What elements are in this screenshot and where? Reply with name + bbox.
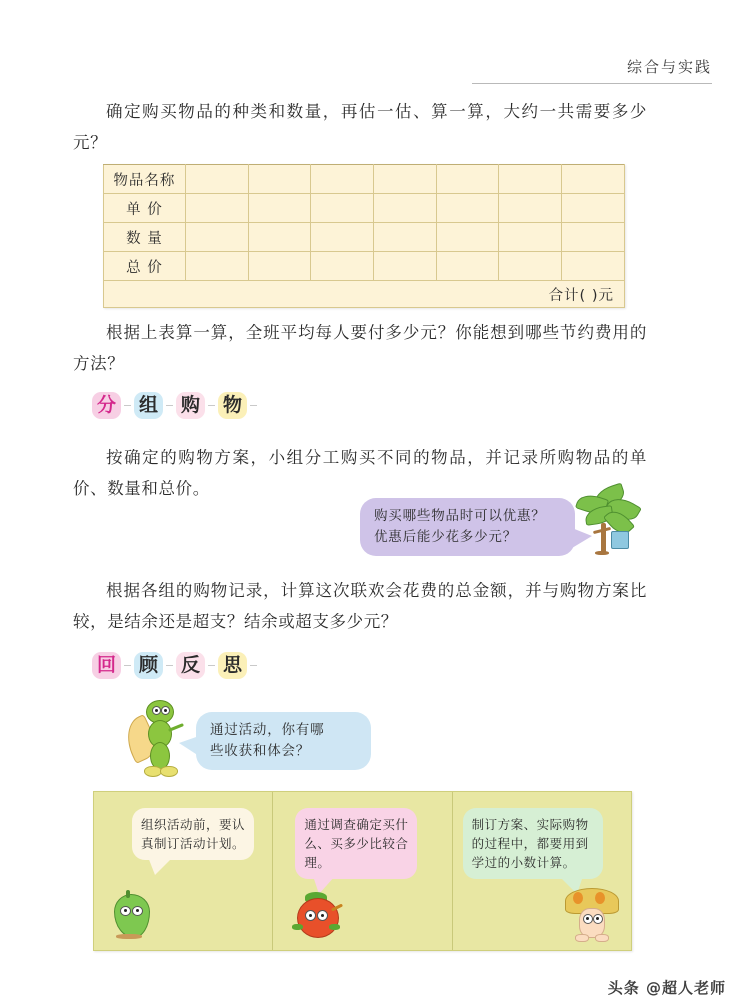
pupil [596, 917, 599, 920]
stem [126, 890, 130, 898]
table-cell[interactable] [185, 165, 248, 194]
section-dash [250, 405, 257, 407]
tomato-character [291, 890, 343, 940]
bubble-tail [148, 857, 173, 875]
table-cell[interactable] [311, 252, 374, 281]
table-row [104, 165, 625, 194]
summary-panel-plan-ahead [94, 792, 272, 950]
cap-spot [573, 892, 583, 904]
cap-spot [595, 892, 605, 904]
foot [292, 924, 303, 930]
paragraph-record-purchases: 按确定的购物方案，小组分工购买不同的物品，并记录所购物品的单价、数量和总价。 [73, 448, 647, 498]
summary-bubble: 制订方案、实际购物的过程中，都要用到学过的小数计算。 [463, 808, 603, 879]
pupil [164, 709, 167, 712]
table-cell[interactable] [499, 252, 562, 281]
foot [575, 934, 589, 942]
section-char-1: 组 [134, 392, 163, 419]
eye [132, 906, 143, 916]
table-total-label[interactable]: 合计( )元 [104, 281, 625, 308]
table-cell[interactable] [562, 165, 625, 194]
section-heading-group-shopping [92, 392, 257, 419]
eye [583, 914, 593, 924]
table-total-row [104, 281, 625, 308]
foot [329, 924, 340, 930]
section-dash [124, 405, 131, 407]
table-cell[interactable] [562, 194, 625, 223]
summary-bubble: 组织活动前，要认真制订活动计划。 [132, 808, 254, 860]
bubble-line-2: 优惠后能少花多少元？ [374, 529, 517, 545]
running-head-text: 综合与实践 [626, 58, 712, 76]
mushroom-character [565, 884, 617, 942]
table-cell[interactable] [374, 165, 437, 194]
table-cell[interactable] [185, 194, 248, 223]
eye [152, 706, 161, 715]
section-dash [166, 405, 173, 407]
table-cell[interactable] [562, 223, 625, 252]
eye [593, 914, 603, 924]
table-cell[interactable] [311, 165, 374, 194]
shoe [160, 766, 178, 777]
table-cell[interactable] [562, 252, 625, 281]
green-pepper-character [108, 888, 154, 940]
section-dash [250, 665, 257, 667]
section-char-0: 回 [92, 652, 121, 679]
table-cell[interactable] [499, 223, 562, 252]
table-cell[interactable] [248, 194, 311, 223]
paragraph-average-per-person: 根据上表算一算，全班平均每人要付多少元？你能想到哪些节约费用的方法？ [73, 323, 647, 373]
bubble-tail [179, 736, 199, 756]
section-char-3: 思 [218, 652, 247, 679]
table-cell[interactable] [436, 194, 499, 223]
page-running-head [472, 56, 712, 84]
summary-panels-box [93, 791, 632, 951]
table-cell[interactable] [185, 252, 248, 281]
pupil [309, 914, 312, 917]
eye [120, 906, 131, 916]
table-cell[interactable] [374, 194, 437, 223]
bubble-line-1: 通过活动，你有哪 [210, 722, 325, 738]
eye [161, 706, 170, 715]
table-cell[interactable] [436, 223, 499, 252]
paragraph-estimate-total: 确定购买物品的种类和数量，再估一估、算一算，大约一共需要多少元？ [73, 102, 647, 152]
table-cell[interactable] [436, 252, 499, 281]
section-heading-review-reflect [92, 652, 257, 679]
table-cell[interactable] [374, 252, 437, 281]
shopping-bag-icon [611, 531, 629, 549]
table-row-label-quantity: 数 量 [104, 223, 186, 252]
table-row [104, 194, 625, 223]
running-head-rule [472, 83, 712, 84]
foot [595, 934, 609, 942]
paragraph-compare-budget: 根据各组的购物记录，计算这次联欢会花费的总金额，并与购物方案比较，是结余还是超支？结余或超支多少元？ [73, 581, 647, 631]
speech-bubble-discount [360, 498, 575, 556]
bubble-line-2: 些收获和体会？ [210, 743, 311, 759]
leafy-vegetable-character [575, 487, 641, 567]
table-cell[interactable] [248, 165, 311, 194]
table-cell[interactable] [248, 223, 311, 252]
table-cell[interactable] [499, 194, 562, 223]
table-cell[interactable] [311, 223, 374, 252]
table-cell[interactable] [374, 223, 437, 252]
section-dash [208, 665, 215, 667]
table-cell[interactable] [311, 194, 374, 223]
speech-bubble-reflection [196, 712, 371, 770]
section-dash [166, 665, 173, 667]
ground [116, 934, 142, 939]
pupil [155, 709, 158, 712]
arm [168, 723, 184, 732]
pupil [124, 909, 127, 912]
section-dash [124, 665, 131, 667]
shopping-plan-table [103, 164, 625, 308]
pupil [586, 917, 589, 920]
section-char-1: 顾 [134, 652, 163, 679]
bubble-line-1: 购买哪些物品时可以优惠？ [374, 508, 546, 524]
foot [595, 551, 609, 555]
table-row-label-unit-price: 单 价 [104, 194, 186, 223]
section-char-3: 物 [218, 392, 247, 419]
table-cell[interactable] [248, 252, 311, 281]
table-row-label-item-name: 物品名称 [104, 165, 186, 194]
table-cell[interactable] [499, 165, 562, 194]
section-char-0: 分 [92, 392, 121, 419]
summary-bubble: 通过调查确定买什么、买多少比较合理。 [295, 808, 417, 879]
table-cell[interactable] [185, 223, 248, 252]
pepper-body [114, 894, 150, 938]
pupil [321, 914, 324, 917]
table-row [104, 223, 625, 252]
summary-panel-survey-decide [272, 792, 451, 950]
pupil [136, 909, 139, 912]
section-char-2: 反 [176, 652, 205, 679]
table-row-label-total-price: 总 价 [104, 252, 186, 281]
summary-panel-decimal-calc [452, 792, 631, 950]
section-char-2: 购 [176, 392, 205, 419]
table-cell[interactable] [436, 165, 499, 194]
section-dash [208, 405, 215, 407]
watermark-text: 头条 @超人老师 [607, 979, 726, 997]
table-row [104, 252, 625, 281]
